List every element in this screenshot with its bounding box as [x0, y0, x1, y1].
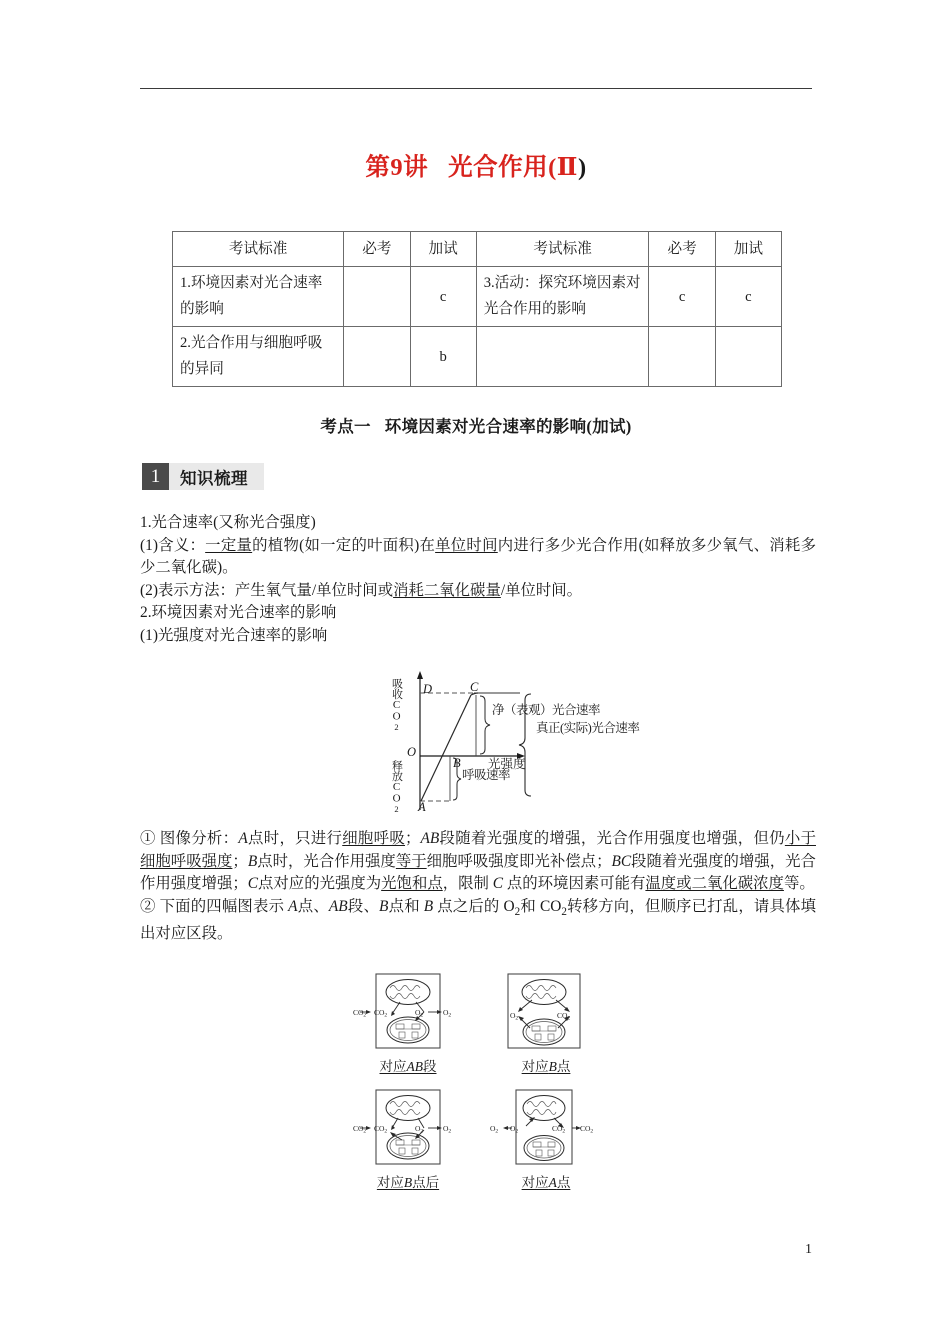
- point-label-C: C: [470, 680, 479, 694]
- cell-jiashi-empty: [715, 327, 781, 387]
- brace-label-respiration: 呼吸速率: [462, 768, 511, 782]
- svg-text:CO2: $CO_2$: [353, 1124, 367, 1135]
- an2-t1: 点、: [297, 897, 329, 915]
- an1-u1: 细胞呼吸: [342, 830, 406, 847]
- y-axis-upper-sub: 2: [391, 722, 402, 732]
- an1-point-C2: C: [492, 875, 504, 892]
- an1-t4: ；: [232, 852, 248, 870]
- item2-1-title: (1)光强度对光合速率的影响: [140, 626, 328, 644]
- an1-u5: 温度或二氧化碳浓度: [645, 875, 784, 892]
- cell-standard-1: 1.环境因素对光合速率的影响: [173, 267, 344, 327]
- y-axis-upper-text: 吸收CO: [390, 678, 403, 722]
- method-prefix: (2)表示方法：产生氧气量/单位时间或: [140, 581, 394, 599]
- an1-t11: 等。: [783, 875, 815, 892]
- an2-sub-o2: 2: [514, 905, 521, 918]
- title-prefix: 第: [365, 154, 391, 181]
- cap4-prefix: 对应: [521, 1175, 549, 1190]
- cap3-suffix: 点后: [412, 1175, 440, 1190]
- an2-t4: 点之后的 O: [433, 897, 515, 915]
- an2-t5: 和 CO: [520, 897, 562, 915]
- y-axis-lower-sub: 2: [391, 804, 402, 814]
- light-intensity-photosynthesis-graph: [390, 668, 640, 816]
- method-text-1: /单位时间。: [500, 581, 583, 599]
- an1-u3: 等于: [395, 852, 427, 870]
- an2-point-B2: B: [423, 897, 434, 915]
- cap3-prefix: 对应: [376, 1175, 404, 1190]
- svg-text:O2: $O_2$: [443, 1124, 452, 1135]
- th-standard-right: 考试标准: [476, 232, 649, 267]
- knowledge-review-banner: [142, 463, 264, 490]
- an1-prefix: ① 图像分析：: [140, 830, 239, 847]
- an1-t1: 点时，只进行: [247, 830, 343, 847]
- an1-t9: ，限制: [442, 875, 493, 892]
- point-label-O: O: [407, 745, 417, 759]
- banner-number: 1: [142, 463, 169, 490]
- svg-text:CO2: $CO_2$: [557, 1011, 571, 1022]
- svg-text:CO2: $CO_2$: [580, 1124, 594, 1135]
- point-label-D: D: [423, 682, 433, 696]
- page-title: [140, 148, 812, 183]
- cell-jiashi-1: c: [410, 267, 476, 327]
- cell-diagrams-row-2: [352, 1088, 602, 1191]
- an1-t5: 点时，光合作用强度: [257, 852, 396, 870]
- cell-diagram-svg-3: [352, 1088, 464, 1168]
- kaodian-text: 环境因素对光合速率的影响(加试): [384, 417, 632, 436]
- th-jiashi-left: 加试: [410, 232, 476, 267]
- an1-seg-AB: AB: [420, 830, 440, 847]
- th-bikao-left: 必考: [344, 232, 410, 267]
- an2-t2: 段、: [347, 897, 380, 915]
- an1-t7: 段随着光强度的增强，光合作用强度增强；: [140, 852, 816, 892]
- svg-text:CO2: $CO_2$: [374, 1008, 388, 1019]
- cell-standard-3: 3.活动：探究环境因素对光合作用的影响: [476, 267, 649, 327]
- an1-point-B: B: [247, 852, 258, 870]
- cell-standard-empty: [476, 327, 649, 387]
- brace-label-true-photosynthesis: 真正(实际)光合速率: [536, 721, 640, 735]
- an2-t3: 点和: [388, 897, 424, 915]
- y-axis-upper-label: [390, 678, 402, 732]
- an1-point-C: C: [247, 875, 259, 892]
- title-main: 光合作用(Ⅱ: [448, 154, 578, 181]
- cap2-italic: B: [548, 1059, 557, 1074]
- brace-label-net-photosynthesis: 净（表观）光合速率: [492, 703, 601, 717]
- an1-t2: ；: [405, 830, 421, 847]
- svg-text:O2: $O_2$: [415, 1008, 424, 1019]
- page-number: 1: [805, 1242, 812, 1257]
- analysis-item-1: [140, 828, 816, 896]
- item1-title: 1.光合速率(又称光合强度): [140, 514, 316, 531]
- cell-caption-1: [380, 1055, 437, 1075]
- cap4-italic: A: [548, 1175, 557, 1190]
- cap1-suffix: 段: [423, 1059, 437, 1074]
- cell-jiashi-2: b: [410, 327, 476, 387]
- svg-text:CO2: $CO_2$: [353, 1008, 367, 1019]
- svg-text:O2: $O_2$: [510, 1011, 519, 1022]
- title-mid: 讲: [403, 154, 429, 181]
- cell-diagram-svg-1: [352, 972, 464, 1052]
- cap1-italic: AB: [406, 1059, 423, 1074]
- item1-1-definition: [140, 535, 816, 580]
- title-number: 9: [390, 154, 404, 181]
- cell-diagram-ab-segment: [352, 972, 464, 1075]
- th-bikao-right: 必考: [649, 232, 715, 267]
- cap2-suffix: 点: [556, 1059, 571, 1074]
- cell-bikao-3: c: [649, 267, 715, 327]
- content-block-upper: [140, 512, 816, 647]
- section-heading-kaodian: [140, 413, 812, 437]
- an1-t10: 点的环境因素可能有: [503, 875, 646, 892]
- an2-prefix: ② 下面的四幅图表示: [140, 897, 289, 915]
- svg-text:O2: $O_2$: [415, 1124, 424, 1135]
- cell-caption-2: [522, 1055, 571, 1075]
- cap1-prefix: 对应: [379, 1059, 407, 1074]
- an1-t8: 点对应的光强度为: [258, 875, 382, 892]
- cap4-suffix: 点: [556, 1175, 571, 1190]
- an2-point-A: A: [288, 897, 298, 915]
- def-text-2: 内进行多少光合作用(如释放多少氧气、消耗多少二氧化碳)。: [140, 536, 816, 576]
- svg-text:O2: $O_2$: [443, 1008, 452, 1019]
- kaodian-label: 考点一: [320, 417, 371, 436]
- cap2-prefix: 对应: [521, 1059, 549, 1074]
- cell-diagram-after-b-point: [352, 1088, 464, 1191]
- cell-caption-3: [377, 1171, 439, 1191]
- svg-text:O2: $O_2$: [490, 1124, 499, 1135]
- cell-caption-4: [522, 1171, 571, 1191]
- y-axis-lower-label: [390, 760, 402, 814]
- an1-t3: 段随着光强度的增强，光合作用强度也增强，但仍: [439, 830, 785, 847]
- svg-text:CO2: $CO_2$: [374, 1124, 388, 1135]
- table-header-row: [173, 232, 782, 267]
- an1-seg-BC: BC: [611, 852, 632, 870]
- cell-diagram-svg-4: [490, 1088, 602, 1168]
- cap3-italic: B: [403, 1175, 413, 1190]
- point-label-A: A: [418, 800, 426, 814]
- an1-t6: 细胞呼吸强度即光补偿点；: [426, 852, 612, 870]
- def-underline-2: 单位时间: [435, 536, 498, 554]
- th-standard-left: 考试标准: [173, 232, 344, 267]
- cell-bikao-1: [344, 267, 410, 327]
- cell-bikao-empty: [649, 327, 715, 387]
- an2-sub-co2: 2: [561, 905, 567, 918]
- an1-point-A: A: [238, 830, 248, 847]
- svg-text:CO2: $CO_2$: [552, 1124, 566, 1135]
- an2-t6: 转移方向，但顺序已打乱，请具体填出对应区段。: [140, 897, 816, 943]
- analysis-item-2: [140, 896, 816, 946]
- method-underline-1: 消耗二氧化碳量: [393, 581, 501, 599]
- def-prefix: (1)含义：: [140, 536, 206, 554]
- cell-diagram-b-point: [490, 972, 602, 1075]
- point-label-B: B: [453, 756, 461, 770]
- svg-text:O2: $O_2$: [510, 1124, 519, 1135]
- item2-title: 2.环境因素对光合速率的影响: [140, 604, 337, 621]
- cell-jiashi-3: c: [715, 267, 781, 327]
- an2-seg-AB: AB: [328, 897, 348, 915]
- item1-2-method: [140, 580, 816, 603]
- cell-diagram-a-point: [490, 1088, 602, 1191]
- cell-diagrams-row-1: [352, 972, 602, 1075]
- cell-standard-2: 2.光合作用与细胞呼吸的异同: [173, 327, 344, 387]
- def-text-1: 的植物(如一定的叶面积)在: [252, 536, 436, 554]
- cell-bikao-2: [344, 327, 410, 387]
- content-block-lower: [140, 828, 816, 946]
- an1-u4: 光饱和点: [381, 875, 443, 892]
- exam-standards-table: [172, 231, 782, 387]
- banner-label: 知识梳理: [169, 463, 264, 490]
- an2-point-B: B: [379, 897, 389, 915]
- header-rule: [140, 88, 812, 89]
- cell-diagram-svg-2: [490, 972, 602, 1052]
- def-underline-1: 一定量: [205, 536, 253, 554]
- table-row: [173, 267, 782, 327]
- x-axis-label: 光强度: [488, 757, 526, 771]
- title-close-paren: ): [577, 154, 587, 181]
- th-jiashi-right: 加试: [715, 232, 781, 267]
- y-axis-lower-text: 释放CO: [390, 760, 403, 804]
- an1-u2: 小于细胞呼吸强度: [140, 830, 816, 870]
- table-row: [173, 327, 782, 387]
